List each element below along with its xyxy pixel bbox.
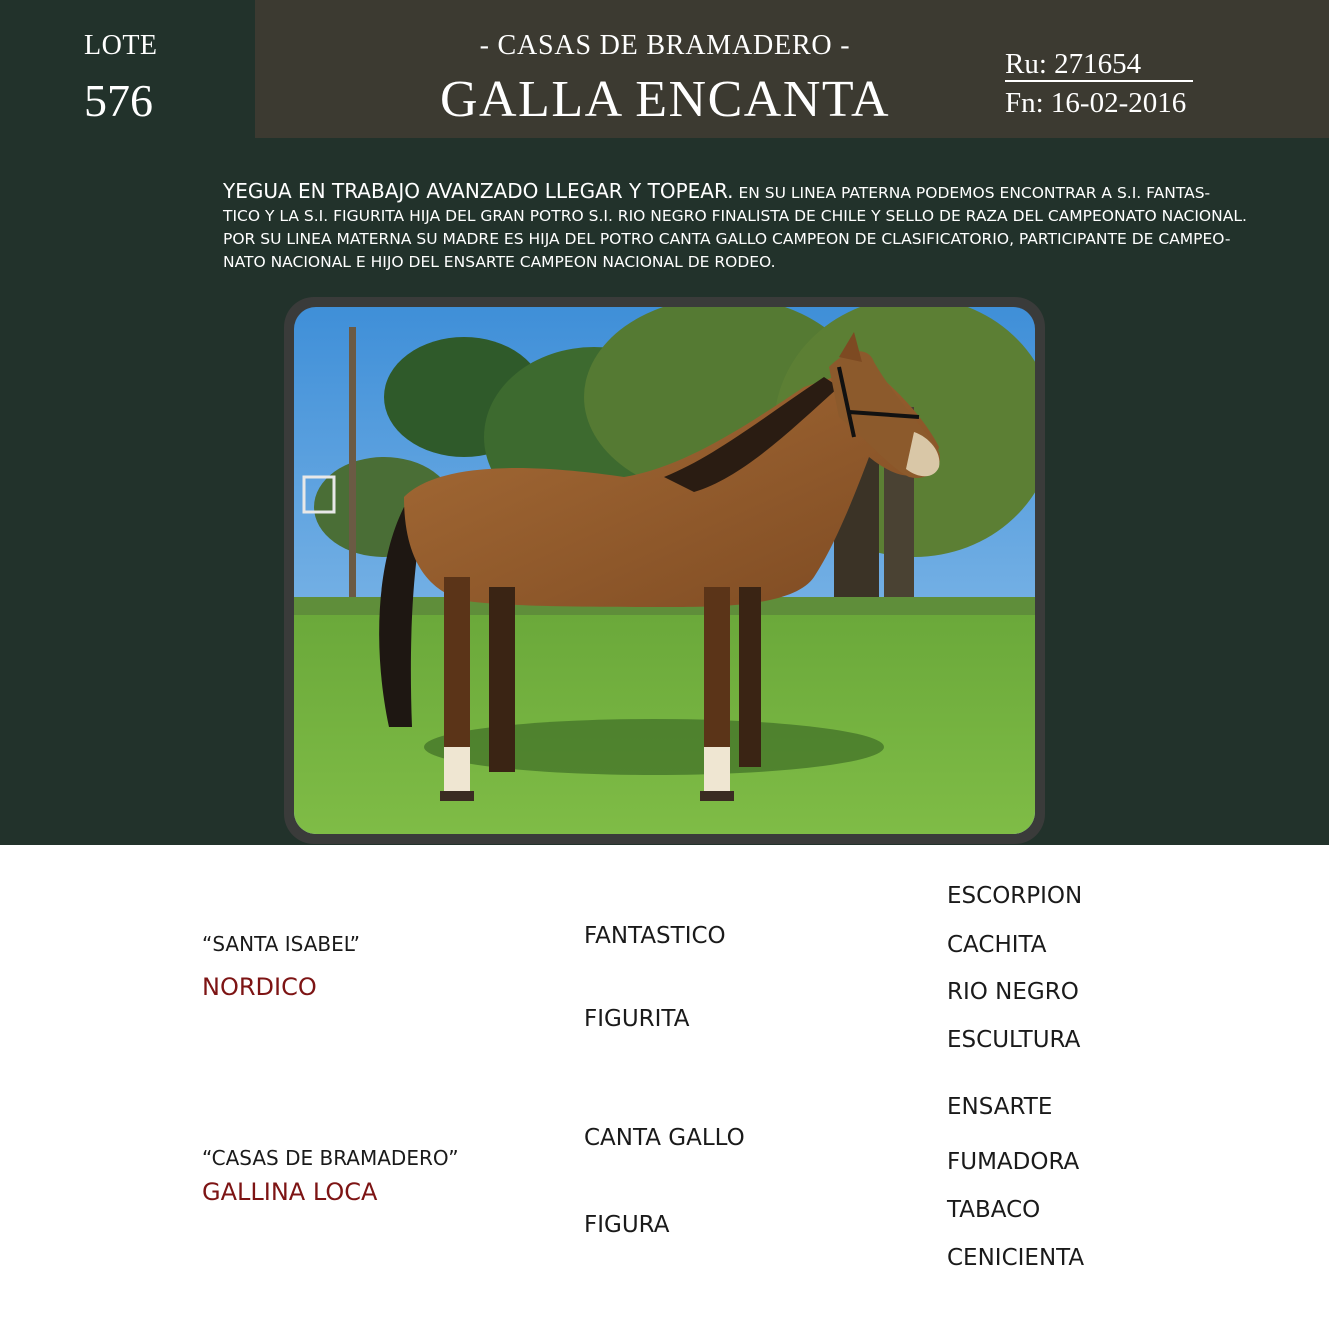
description-line: NATO NACIONAL E HIJO DEL ENSARTE CAMPEON NACIONAL DE RODEO. <box>223 253 776 271</box>
dam-breeder: “CASAS DE BRAMADERO” <box>202 1146 459 1170</box>
description-line: EN SU LINEA PATERNA PODEMOS ENCONTRAR A S.I. FANTAS- <box>733 184 1211 202</box>
lote-label: LOTE <box>84 30 158 61</box>
horse-name: GALLA ENCANTA <box>439 71 891 128</box>
great-grandparent-name: ESCORPION <box>947 883 1083 909</box>
great-grandparent-name: ESCULTURA <box>947 1027 1081 1053</box>
lote-number: 576 <box>84 75 153 126</box>
great-grandparent-name: TABACO <box>947 1197 1041 1223</box>
sire-name: NORDICO <box>202 973 317 1001</box>
great-grandparent-name: ENSARTE <box>947 1094 1053 1120</box>
grandparent-name: CANTA GALLO <box>584 1125 745 1151</box>
registry-number: Ru: 271654 <box>1005 48 1193 82</box>
description-lead: YEGUA EN TRABAJO AVANZADO LLEGAR Y TOPEAR. <box>223 179 734 203</box>
grandparent-name: FANTASTICO <box>584 923 726 949</box>
photo-frame <box>284 297 1045 844</box>
dam-name: GALLINA LOCA <box>202 1178 378 1206</box>
sire-breeder: “SANTA ISABEL” <box>202 932 361 956</box>
grandparent-name: FIGURA <box>584 1212 670 1238</box>
great-grandparent-name: CENICIENTA <box>947 1245 1085 1271</box>
description-line: TICO Y LA S.I. FIGURITA HIJA DEL GRAN POTRO S.I. RIO NEGRO FINALISTA DE CHILE Y SELLO DE RAZA DEL CAMPEONATO NACIONAL. <box>223 207 1247 225</box>
horse-photo <box>294 307 1035 834</box>
description <box>223 180 1253 274</box>
great-grandparent-name: FUMADORA <box>947 1149 1080 1175</box>
great-grandparent-name: RIO NEGRO <box>947 979 1079 1005</box>
description-line: POR SU LINEA MATERNA SU MADRE ES HIJA DEL POTRO CANTA GALLO CAMPEON DE CLASIFICATORIO, PARTICIPANTE DE CAMPEO- <box>223 230 1231 248</box>
grandparent-name: FIGURITA <box>584 1006 690 1032</box>
great-grandparent-name: CACHITA <box>947 932 1047 958</box>
breeder-name: - CASAS DE BRAMADERO - <box>479 30 851 61</box>
birth-date: Fn: 16-02-2016 <box>1005 87 1187 119</box>
horse-photo-illustration <box>294 307 1035 834</box>
